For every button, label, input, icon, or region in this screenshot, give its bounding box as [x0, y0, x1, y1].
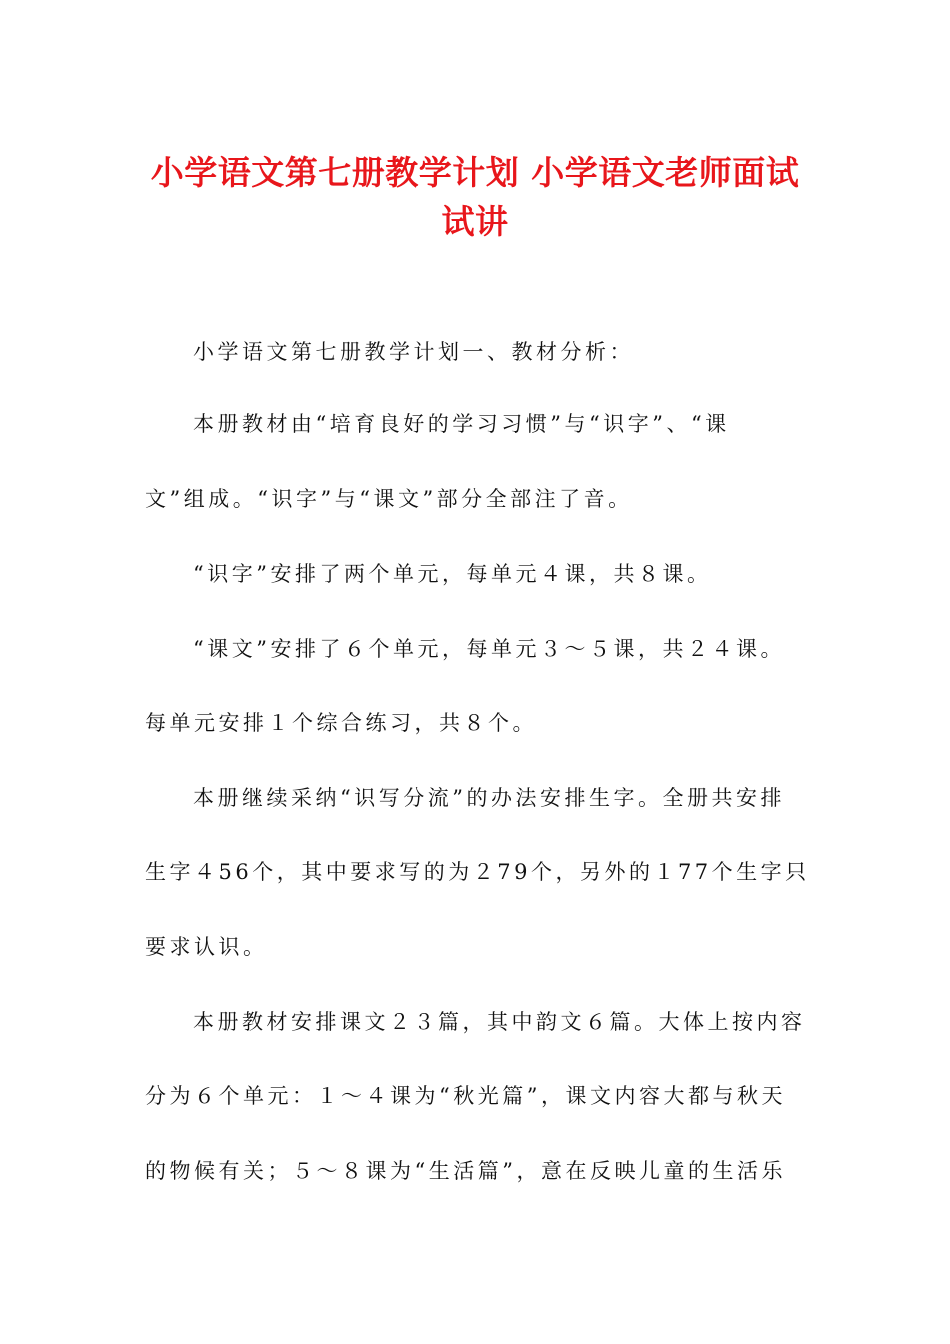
- paragraph-line: 小学语文第七册教学计划一、教材分析：: [193, 340, 634, 364]
- paragraph-line: 生字４56个，其中要求写的为２79个，另外的１77个生字只: [145, 860, 810, 884]
- paragraph-line: 本册教材由“培育良好的学习习惯”与“识字”、“课: [193, 412, 730, 436]
- paragraph-line: 文”组成。“识字”与“课文”部分全部注了音。: [145, 487, 633, 511]
- paragraph-line: “识字”安排了两个单元，每单元４课，共８课。: [193, 562, 712, 586]
- document-title-line-2: 试讲: [441, 202, 509, 241]
- paragraph-line: 每单元安排１个综合练习，共８个。: [145, 711, 537, 735]
- paragraph-line: 本册教材安排课文２３篇，其中韵文６篇。大体上按内容: [193, 1010, 806, 1034]
- paragraph-line: 分为６个单元：１～４课为“秋光篇”，课文内容大都与秋天: [145, 1084, 786, 1108]
- paragraph-line: 本册继续采纳“识写分流”的办法安排生字。全册共安排: [193, 786, 785, 810]
- paragraph-line: “课文”安排了６个单元，每单元３～５课，共２４课。: [193, 637, 785, 661]
- document-title-line-1: 小学语文第七册教学计划 小学语文老师面试: [150, 153, 800, 192]
- paragraph-line: 的物候有关；５～８课为“生活篇”，意在反映儿童的生活乐: [145, 1159, 786, 1183]
- paragraph-line: 要求认识。: [145, 935, 268, 959]
